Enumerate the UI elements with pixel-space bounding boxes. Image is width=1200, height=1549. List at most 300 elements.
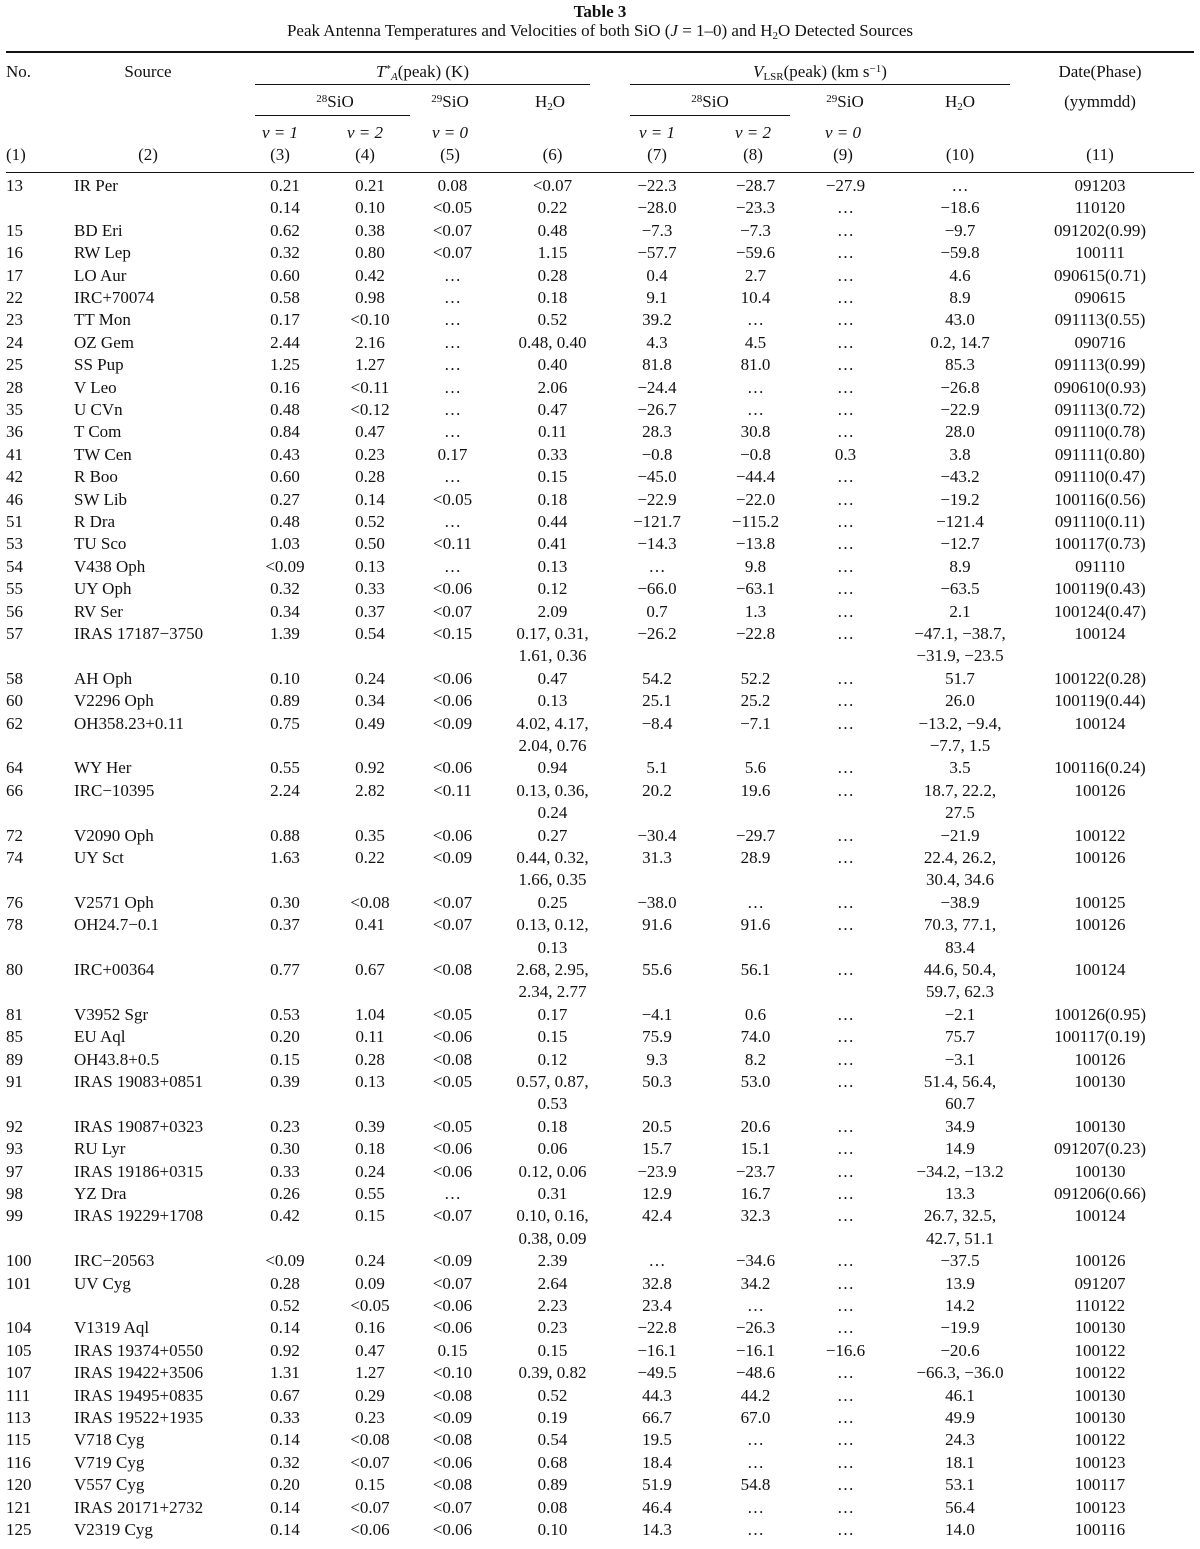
table-row xyxy=(0,1004,1200,1026)
cell-vel-h2o: 28.0 xyxy=(945,422,975,442)
cell-vel-v2: 5.6 xyxy=(744,758,767,778)
cell-ta-v2: <0.08 xyxy=(350,1430,390,1450)
cell-vel-h2o: … xyxy=(951,176,969,195)
cell-ta-v1: 0.16 xyxy=(270,377,300,397)
cell-vel-v2: 0.6 xyxy=(744,1004,767,1024)
cell-ta-h2o: 0.08 xyxy=(537,1497,568,1517)
cell-no: 125 xyxy=(6,1520,32,1539)
table-row xyxy=(0,1429,1200,1451)
cell-vel-v2: −63.1 xyxy=(735,579,776,599)
cell-source: IRAS 19087+0323 xyxy=(74,1116,204,1136)
cell-vel-v2: 20.6 xyxy=(740,1116,771,1136)
cell-vel-h2o: 26.0 xyxy=(945,691,975,711)
cell-ta-v0: … xyxy=(444,512,461,531)
cell-ta-h2o: 2.06 xyxy=(537,377,568,397)
cell-ta-h2o: 0.12, 0.06 xyxy=(518,1161,587,1181)
cell-source: V719 Cyg xyxy=(74,1452,145,1472)
cell-ta-v0: … xyxy=(444,422,461,442)
cell-no: 121 xyxy=(6,1497,32,1517)
cell-ta-v0: <0.11 xyxy=(433,534,472,554)
cell-date: 091110 xyxy=(1075,556,1125,576)
cell-no: 56 xyxy=(6,601,23,621)
cell-vel-v1: 81.8 xyxy=(642,355,672,375)
cell-ta-v0: … xyxy=(444,288,461,307)
cell-vel-v1: 14.3 xyxy=(642,1520,672,1539)
cell-ta-v2: 0.21 xyxy=(355,176,385,195)
cell-ta-v0: <0.06 xyxy=(432,1318,473,1338)
cell-no: 15 xyxy=(6,220,23,240)
cell-vel-v2: … xyxy=(747,1430,764,1450)
cell-vel-v1: −26.7 xyxy=(637,400,677,419)
cell-vel-h2o: 75.7 xyxy=(945,1027,975,1047)
cell-date: 100119(0.43) xyxy=(1054,579,1146,599)
cell-source: IRAS 19422+3506 xyxy=(74,1363,204,1383)
cell-vel-v0: … xyxy=(837,624,854,643)
cell-vel-h2o: 24.3 xyxy=(945,1430,975,1450)
cell-ta-v2: 0.47 xyxy=(355,422,385,442)
cell-ta-v0: <0.11 xyxy=(433,780,472,800)
cell-source: IRC+00364 xyxy=(74,960,155,979)
cell-date: 091206(0.66) xyxy=(1053,1184,1147,1203)
cell-ta-h2o: 0.44 xyxy=(537,512,568,531)
cell-vel-v2: −23.7 xyxy=(735,1161,776,1181)
table-row xyxy=(0,601,1200,623)
cell-vel-v1: −8.4 xyxy=(641,713,673,733)
cell-vel-v1: 19.5 xyxy=(642,1430,672,1450)
table-row xyxy=(0,713,1200,735)
table-row xyxy=(0,466,1200,488)
cell-ta-v0: <0.09 xyxy=(432,713,473,733)
cell-vel-v1: −0.8 xyxy=(641,444,673,464)
cell-vel-v2: −44.4 xyxy=(735,467,776,487)
cell-vel-v2: −16.1 xyxy=(735,1340,776,1360)
cell-date: 091207 xyxy=(1074,1273,1126,1293)
cell-ta-v0: … xyxy=(444,467,461,487)
cell-date: 100124 xyxy=(1074,1206,1126,1226)
cell-vel-h2o: −2.1 xyxy=(944,1004,976,1024)
cell-vel-h2o: 42.7, 51.1 xyxy=(926,1228,994,1248)
cell-no: 120 xyxy=(6,1475,32,1495)
cell-vel-v0: … xyxy=(837,579,854,599)
cell-ta-h2o: 0.68 xyxy=(537,1452,568,1472)
cell-ta-v0: … xyxy=(444,355,461,375)
cell-vel-h2o: 13.9 xyxy=(945,1273,975,1293)
cell-ta-h2o: 0.38, 0.09 xyxy=(518,1228,587,1248)
table-row xyxy=(0,735,1200,757)
header-vlsr-group: $V_{LSR}(peak)$ (km $s^{-1}$) xyxy=(753,62,887,83)
table-row xyxy=(0,175,1200,197)
cell-ta-v1: 0.60 xyxy=(270,265,300,285)
cell-vel-h2o: 85.3 xyxy=(945,355,975,375)
cell-ta-v2: 0.41 xyxy=(355,915,385,935)
cell-vel-v0: … xyxy=(837,1072,854,1091)
cell-vel-v2: 30.8 xyxy=(740,422,771,442)
ta-28sio-rule xyxy=(255,115,410,116)
cell-date: 100123 xyxy=(1074,1497,1126,1517)
cell-ta-h2o: 0.44, 0.32, xyxy=(516,848,589,867)
cell-ta-v1: 0.32 xyxy=(270,243,300,263)
cell-date: 100124 xyxy=(1074,713,1126,733)
cell-source: V2571 Oph xyxy=(74,892,154,912)
cell-vel-v1: 46.4 xyxy=(642,1497,672,1517)
cell-vel-v2: 91.6 xyxy=(740,915,771,935)
cell-source: V Leo xyxy=(74,377,117,397)
cell-vel-h2o: −47.1, −38.7, xyxy=(914,624,1006,643)
table-row xyxy=(0,1116,1200,1138)
cell-date: 100122(0.28) xyxy=(1053,668,1147,688)
table-row xyxy=(0,1093,1200,1115)
table-row xyxy=(0,1183,1200,1205)
header-ta-v1: v = 1 xyxy=(261,123,299,142)
cell-ta-v2: 0.14 xyxy=(355,489,385,509)
cell-ta-v0: <0.05 xyxy=(432,1116,473,1136)
cell-source: YZ Dra xyxy=(74,1184,127,1203)
cell-ta-v2: 1.27 xyxy=(355,1363,385,1383)
cell-ta-v0: <0.05 xyxy=(432,1072,473,1091)
table-row xyxy=(0,668,1200,690)
cell-vel-v0: −16.6 xyxy=(825,1340,866,1360)
cell-ta-v2: <0.11 xyxy=(350,377,390,397)
cell-no: 99 xyxy=(6,1206,23,1226)
cell-ta-v1: 0.77 xyxy=(270,960,300,979)
cell-no: 85 xyxy=(6,1027,23,1047)
cell-vel-v2: −22.8 xyxy=(735,624,776,643)
cell-ta-h2o: 0.17 xyxy=(537,1004,568,1024)
cell-ta-v2: 0.23 xyxy=(355,444,385,464)
cell-vel-v2: 10.4 xyxy=(740,288,771,307)
cell-date: 100116 xyxy=(1074,1520,1126,1539)
cell-vel-h2o: −12.7 xyxy=(940,534,980,554)
cell-ta-v0: <0.05 xyxy=(432,1004,473,1024)
column-number-row xyxy=(0,144,1200,166)
cell-date: 100130 xyxy=(1074,1116,1126,1136)
cell-ta-v2: 0.13 xyxy=(355,556,385,576)
cell-date: 100126 xyxy=(1074,915,1126,935)
cell-ta-v2: 2.82 xyxy=(355,780,385,800)
cell-ta-v1: 1.39 xyxy=(270,624,300,643)
cell-no: 57 xyxy=(6,624,23,643)
cell-vel-v1: 28.3 xyxy=(642,422,672,442)
cell-vel-v2: … xyxy=(747,892,764,912)
table-row xyxy=(0,421,1200,443)
table-row xyxy=(0,399,1200,421)
table-row xyxy=(0,690,1200,712)
cell-no: 36 xyxy=(6,422,23,442)
table-row xyxy=(0,757,1200,779)
cell-ta-v2: <0.06 xyxy=(350,1520,390,1539)
cell-ta-v1: 0.55 xyxy=(270,758,300,778)
cell-no: 22 xyxy=(6,288,23,307)
cell-ta-v0: <0.06 xyxy=(432,1452,473,1472)
header-vel-v0: v = 0 xyxy=(824,123,862,142)
cell-ta-v0: <0.07 xyxy=(432,1206,473,1226)
cell-vel-v2: 1.3 xyxy=(744,601,767,621)
cell-ta-h2o: 1.66, 0.35 xyxy=(518,870,587,890)
header-bottom-rule xyxy=(6,172,1194,173)
cell-ta-h2o: 0.23 xyxy=(537,1318,568,1338)
cell-ta-v0: <0.06 xyxy=(432,1161,473,1181)
cell-ta-v1: 0.14 xyxy=(270,1430,300,1450)
cell-vel-v0: … xyxy=(837,489,854,509)
table-row xyxy=(0,1497,1200,1519)
cell-ta-v1: 2.44 xyxy=(270,332,300,352)
cell-vel-h2o: 3.5 xyxy=(949,758,971,778)
cell-ta-v0: <0.08 xyxy=(432,1475,473,1495)
cell-vel-v2: … xyxy=(747,1452,764,1472)
cell-vel-v2: −7.1 xyxy=(740,713,771,733)
cell-vel-v2: 32.3 xyxy=(740,1206,771,1226)
cell-ta-v2: 0.29 xyxy=(355,1385,385,1405)
cell-vel-v2: 74.0 xyxy=(740,1027,771,1047)
cell-ta-h2o: 0.94 xyxy=(537,758,568,778)
cell-vel-v1: 42.4 xyxy=(642,1206,672,1226)
cell-vel-h2o: 13.3 xyxy=(945,1184,975,1203)
cell-vel-h2o: 18.7, 22.2, xyxy=(923,780,997,800)
cell-vel-v1: 18.4 xyxy=(642,1452,672,1472)
cell-vel-v2: 9.8 xyxy=(744,556,767,576)
cell-date: 100126 xyxy=(1074,848,1126,867)
cell-vel-v1: 91.6 xyxy=(642,915,672,935)
cell-no: 25 xyxy=(6,355,23,375)
cell-source: R Dra xyxy=(74,512,116,531)
cell-date: 091113(0.99) xyxy=(1054,355,1146,375)
cell-vel-v1: −14.3 xyxy=(637,534,677,554)
cell-vel-h2o: −22.9 xyxy=(940,400,980,419)
cell-ta-v0: … xyxy=(444,556,461,576)
cell-ta-v1: 0.30 xyxy=(270,892,300,912)
cell-vel-v0: … xyxy=(837,1296,854,1315)
cell-vel-v2: 52.2 xyxy=(740,668,771,688)
cell-vel-v1: −22.9 xyxy=(637,489,677,509)
cell-ta-v0: <0.06 xyxy=(432,1296,473,1315)
cell-source: IRAS 19186+0315 xyxy=(74,1161,204,1181)
cell-ta-h2o: 0.15 xyxy=(537,1027,568,1047)
header-v-28sio: $^{28}$SiO xyxy=(691,92,729,111)
col-num-2: (2) xyxy=(138,145,158,164)
cell-ta-h2o: 1.61, 0.36 xyxy=(518,646,587,666)
cell-ta-v1: 0.33 xyxy=(270,1161,300,1181)
cell-vel-v1: −45.0 xyxy=(637,467,677,487)
cell-ta-v0: <0.15 xyxy=(432,624,473,643)
cell-ta-h2o: 2.64 xyxy=(537,1273,568,1293)
cell-source: IRAS 19495+0835 xyxy=(74,1385,204,1405)
cell-source: SS Pup xyxy=(74,355,124,375)
table-row xyxy=(0,1138,1200,1160)
cell-source: V3952 Sgr xyxy=(74,1004,149,1024)
cell-vel-h2o: 59.7, 62.3 xyxy=(926,982,994,1002)
cell-vel-v1: −4.1 xyxy=(641,1004,673,1024)
table-row xyxy=(0,533,1200,555)
cell-date: 100117(0.19) xyxy=(1054,1027,1146,1047)
table-row xyxy=(0,802,1200,824)
cell-vel-h2o: 43.0 xyxy=(945,310,975,330)
cell-vel-v0: … xyxy=(837,1497,854,1517)
cell-date: 091203 xyxy=(1074,176,1126,195)
cell-ta-v1: 0.26 xyxy=(270,1184,300,1203)
cell-vel-v1: 50.3 xyxy=(642,1072,672,1091)
cell-no: 101 xyxy=(6,1273,32,1293)
cell-source: UV Cyg xyxy=(74,1273,131,1293)
table-row xyxy=(0,645,1200,667)
cell-vel-v1: 55.6 xyxy=(642,960,672,979)
cell-no: 13 xyxy=(6,176,23,195)
cell-vel-h2o: 51.7 xyxy=(945,668,975,688)
cell-vel-h2o: −63.5 xyxy=(940,579,980,599)
cell-ta-h2o: 0.47 xyxy=(537,400,568,419)
cell-vel-v1: 0.7 xyxy=(646,601,668,621)
cell-vel-h2o: 26.7, 32.5, xyxy=(923,1206,997,1226)
cell-ta-v1: 0.88 xyxy=(270,825,300,845)
cell-vel-h2o: −20.6 xyxy=(940,1340,980,1360)
cell-no: 55 xyxy=(6,579,23,599)
cell-no: 17 xyxy=(6,265,23,285)
cell-ta-v1: 0.75 xyxy=(270,713,300,733)
cell-vel-v2: 28.9 xyxy=(740,848,771,867)
cell-vel-v0: … xyxy=(837,1027,854,1047)
cell-ta-v1: 0.10 xyxy=(270,668,300,688)
cell-vel-v1: 25.1 xyxy=(642,691,672,711)
cell-ta-v2: <0.07 xyxy=(350,1497,390,1517)
cell-no: 105 xyxy=(6,1340,32,1360)
header-date-unit: (yymmdd) xyxy=(1064,92,1136,111)
cell-vel-h2o: 2.1 xyxy=(949,601,971,621)
cell-ta-v1: 0.30 xyxy=(270,1139,300,1159)
cell-ta-v2: 1.04 xyxy=(355,1004,385,1024)
cell-vel-v0: … xyxy=(837,310,854,330)
cell-vel-v2: 15.1 xyxy=(740,1139,771,1159)
cell-date: 100126 xyxy=(1074,780,1126,800)
cell-ta-h2o: 0.13 xyxy=(537,691,568,711)
cell-source: IRAS 19229+1708 xyxy=(74,1206,204,1226)
header-ta-28sio: $^{28}$SiO xyxy=(316,92,354,111)
cell-vel-v0: … xyxy=(837,601,854,621)
table-row xyxy=(0,869,1200,891)
cell-vel-h2o: 22.4, 26.2, xyxy=(923,848,997,867)
cell-vel-v1: 9.3 xyxy=(646,1049,668,1069)
v-28sio-rule xyxy=(630,115,790,116)
cell-vel-v2: −48.6 xyxy=(735,1363,776,1383)
table-row xyxy=(0,354,1200,376)
cell-date: 100130 xyxy=(1074,1408,1126,1427)
cell-no: 104 xyxy=(6,1318,32,1338)
cell-ta-v1: 0.48 xyxy=(270,400,300,419)
cell-vel-v0: … xyxy=(837,1049,854,1069)
table-row xyxy=(0,892,1200,914)
cell-vel-v0: … xyxy=(837,1251,854,1271)
cell-source: RU Lyr xyxy=(74,1139,126,1159)
table-row xyxy=(0,959,1200,981)
cell-ta-v0: <0.09 xyxy=(432,1251,473,1271)
cell-date: 090610(0.93) xyxy=(1053,377,1147,397)
cell-ta-h2o: 0.31 xyxy=(537,1184,568,1203)
cell-vel-v0: … xyxy=(837,668,854,688)
cell-no: 115 xyxy=(6,1430,31,1450)
cell-vel-v0: … xyxy=(837,1139,854,1159)
cell-vel-v0: … xyxy=(837,1161,854,1181)
cell-no: 81 xyxy=(6,1004,23,1024)
cell-ta-v1: 0.14 xyxy=(270,198,300,218)
table-row xyxy=(0,1452,1200,1474)
cell-ta-v0: <0.07 xyxy=(432,601,473,621)
cell-no: 16 xyxy=(6,243,23,263)
cell-ta-v0: … xyxy=(444,332,461,352)
cell-no: 92 xyxy=(6,1116,23,1136)
cell-source: V718 Cyg xyxy=(74,1430,145,1450)
cell-ta-v0: 0.08 xyxy=(437,176,468,195)
cell-date: 100124(0.47) xyxy=(1053,601,1147,621)
cell-source: SW Lib xyxy=(74,489,128,509)
cell-ta-v2: 0.52 xyxy=(355,512,385,531)
cell-ta-v0: <0.07 xyxy=(432,1273,473,1293)
cell-vel-v1: 32.8 xyxy=(642,1273,672,1293)
col-num-7: (7) xyxy=(647,145,667,164)
table-row xyxy=(0,1250,1200,1272)
cell-vel-v2: −28.7 xyxy=(735,176,776,195)
cell-ta-v2: <0.08 xyxy=(350,892,390,912)
cell-vel-v0: −27.9 xyxy=(825,176,866,195)
cell-source: IRC−10395 xyxy=(74,780,155,800)
cell-vel-v0: … xyxy=(837,960,854,979)
cell-source: AH Oph xyxy=(74,668,133,688)
cell-ta-v2: <0.10 xyxy=(350,310,390,330)
cell-ta-v2: 0.98 xyxy=(355,288,385,307)
cell-ta-v1: 0.23 xyxy=(270,1116,300,1136)
cell-ta-v2: 0.80 xyxy=(355,243,385,263)
cell-ta-v1: 1.03 xyxy=(270,534,300,554)
cell-ta-v2: 0.42 xyxy=(355,265,385,285)
cell-vel-h2o: 30.4, 34.6 xyxy=(926,870,994,890)
cell-vel-v1: 44.3 xyxy=(642,1385,672,1405)
table-row xyxy=(0,197,1200,219)
cell-vel-v1: … xyxy=(648,556,666,576)
cell-ta-v2: 0.11 xyxy=(355,1027,385,1047)
header-source: Source xyxy=(124,62,172,81)
cell-vel-v0: … xyxy=(837,758,854,778)
cell-no: 98 xyxy=(6,1184,23,1203)
table-row xyxy=(0,1161,1200,1183)
cell-ta-v2: 0.24 xyxy=(355,1251,385,1271)
cell-ta-v0: <0.05 xyxy=(432,489,473,509)
cell-vel-v1: 20.2 xyxy=(642,780,672,800)
cell-ta-v0: <0.07 xyxy=(432,892,473,912)
cell-vel-v2: 54.8 xyxy=(740,1475,771,1495)
cell-vel-v0: … xyxy=(837,534,854,554)
cell-ta-h2o: 0.17, 0.31, xyxy=(516,624,589,643)
cell-vel-v0: … xyxy=(837,1206,854,1226)
cell-source: V557 Cyg xyxy=(74,1475,145,1495)
table-row xyxy=(0,914,1200,936)
cell-ta-v1: 0.14 xyxy=(270,1520,300,1539)
cell-date: 100122 xyxy=(1074,1340,1126,1360)
cell-ta-h2o: 2.23 xyxy=(537,1296,568,1315)
cell-ta-v2: 0.35 xyxy=(355,825,385,845)
cell-vel-h2o: −7.7, 1.5 xyxy=(929,736,991,755)
cell-ta-h2o: 0.41 xyxy=(537,534,568,554)
table-row xyxy=(0,556,1200,578)
table-row xyxy=(0,1407,1200,1429)
cell-vel-h2o: −34.2, −13.2 xyxy=(916,1161,1004,1181)
cell-vel-v2: 53.0 xyxy=(740,1072,771,1091)
cell-vel-v1: −22.8 xyxy=(637,1318,677,1338)
cell-vel-v2: … xyxy=(747,1497,764,1517)
col-num-11: (11) xyxy=(1086,145,1114,164)
cell-ta-h2o: 0.52 xyxy=(537,310,568,330)
cell-ta-v2: 0.92 xyxy=(355,758,385,778)
cell-date: 100124 xyxy=(1074,624,1126,643)
cell-vel-h2o: 70.3, 77.1, xyxy=(923,915,997,935)
cell-vel-h2o: −66.3, −36.0 xyxy=(916,1363,1004,1383)
cell-source: IRC−20563 xyxy=(74,1251,155,1271)
